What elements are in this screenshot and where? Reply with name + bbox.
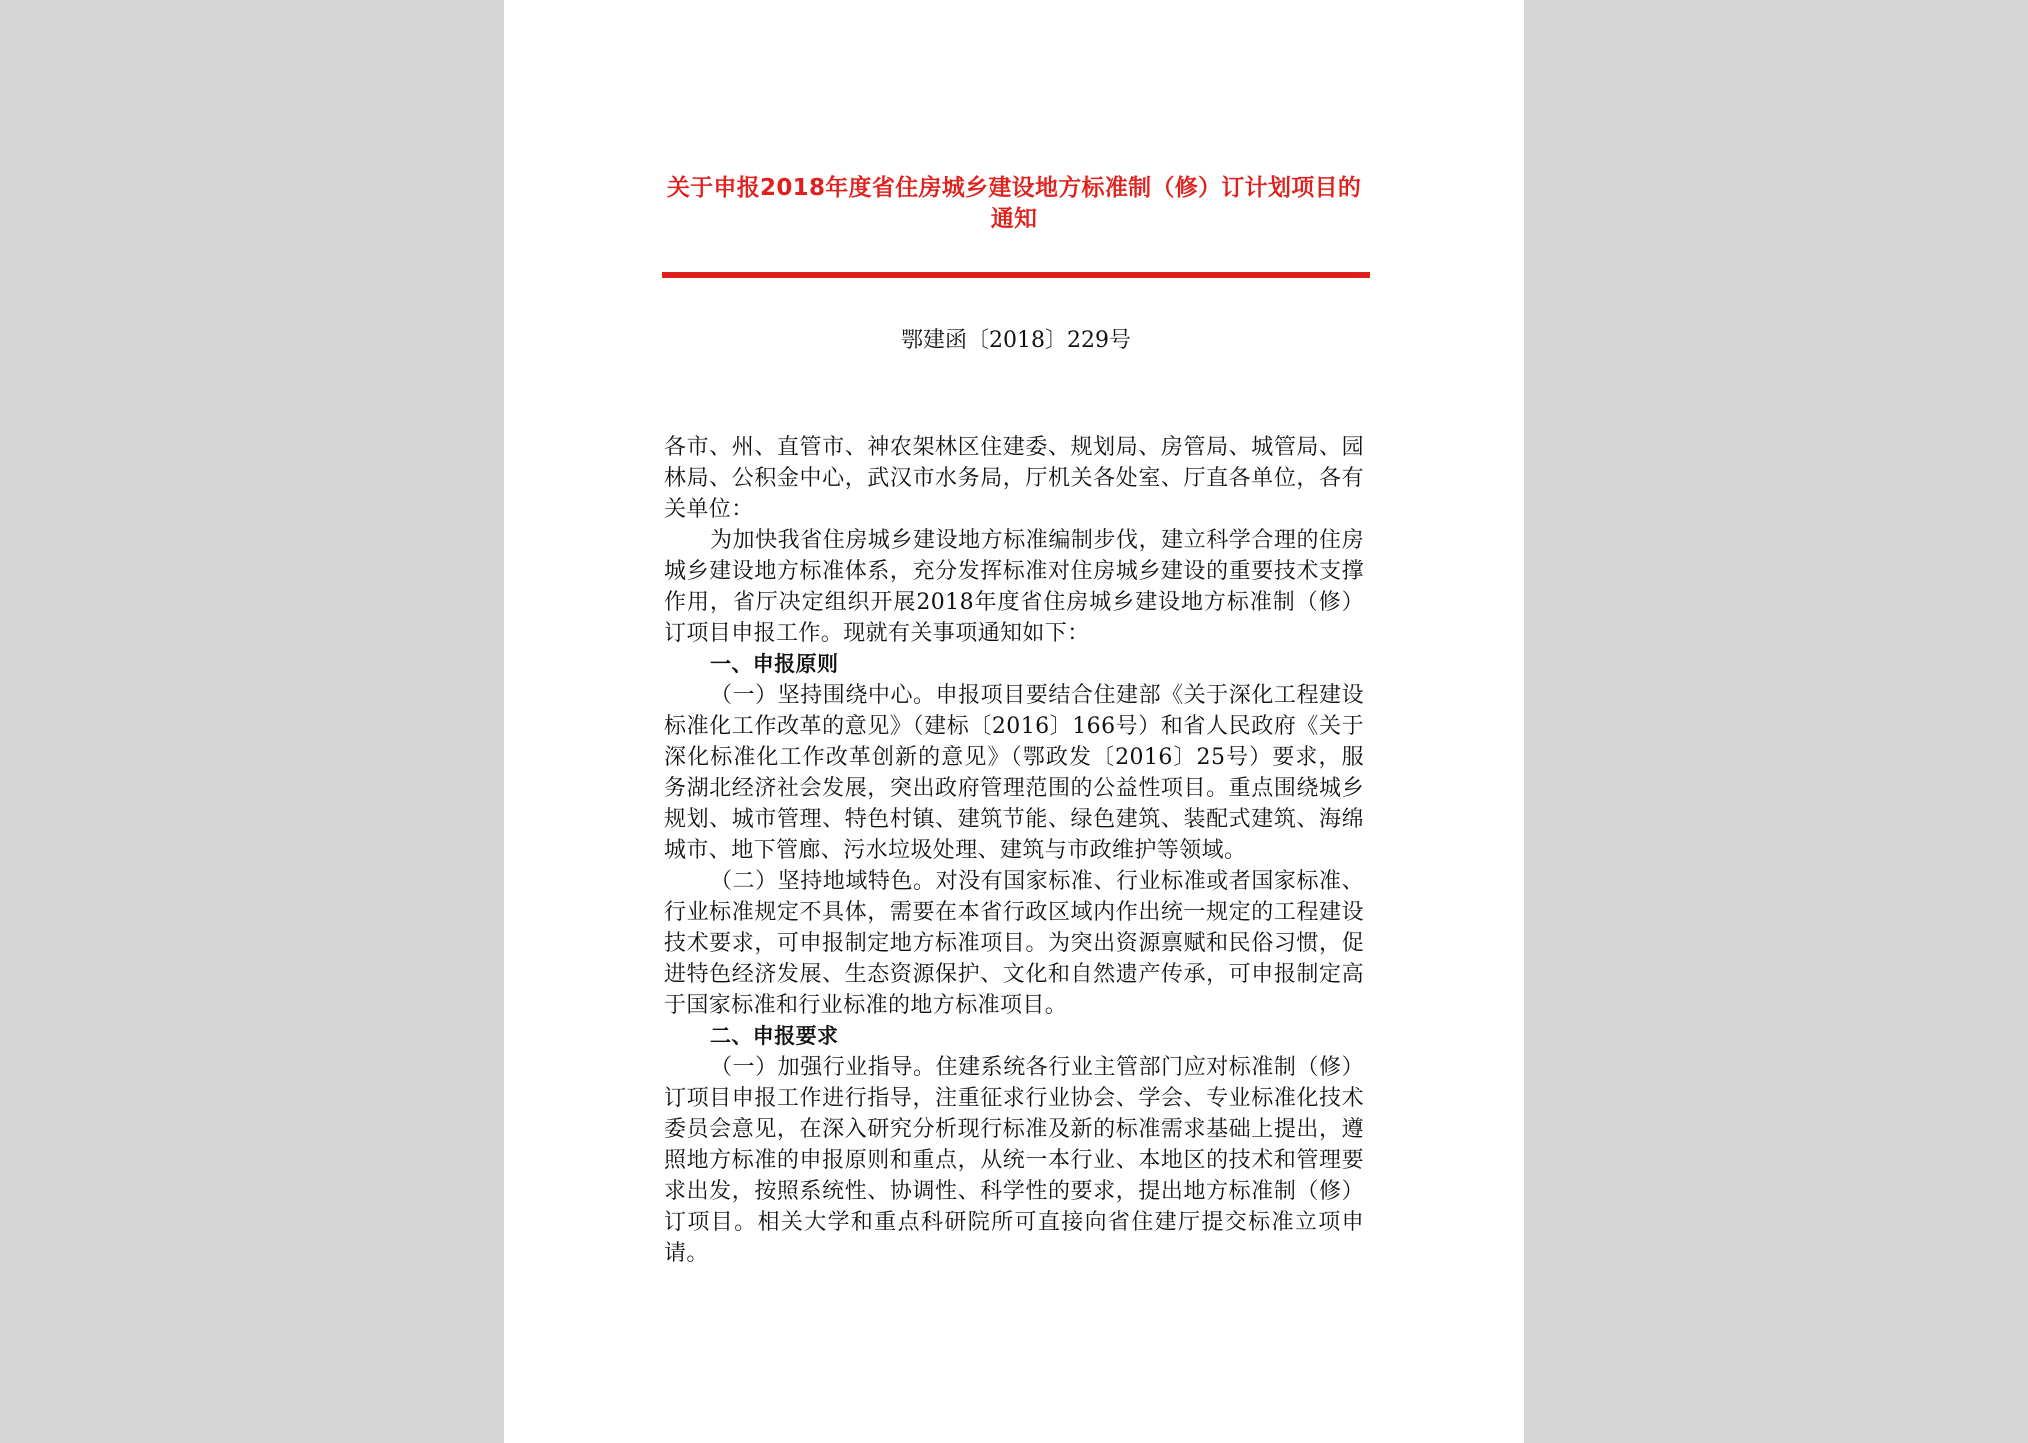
document-number: 鄂建函〔2018〕229号 xyxy=(901,328,1131,353)
document-body xyxy=(664,432,1364,1269)
section2-item1-paragraph: （一）加强行业指导。住建系统各行业主管部门应对标准制（修）订项目申报工作进行指导，注重征求行业协会、学会、专业标准化技术委员会意见，在深入研究分析现行标准及新的标准需求基础上提出，遵照地方标准的申报原则和重点，从统一本行业、本地区的技术和管理要求出发，按照系统性、协调性、科学性的要求，提出地方标准制（修）订项目。相关大学和重点科研院所可直接向省住建厅提交标准立项申请。 xyxy=(664,1055,1364,1266)
section1-item1-paragraph: （一）坚持围绕中心。申报项目要结合住建部《关于深化工程建设标准化工作改革的意见》（建标〔2016〕166号）和省人民政府《关于深化标准化工作改革创新的意见》（鄂政发〔2016〕25号）要求，服务湖北经济社会发展，突出政府管理范围的公益性项目。重点围绕城乡规划、城市管理、特色村镇、建筑节能、绿色建筑、装配式建筑、海绵城市、地下管廊、污水垃圾处理、建筑与市政维护等领域。 xyxy=(664,683,1364,863)
section1-item2-paragraph: （二）坚持地域特色。对没有国家标准、行业标准或者国家标准、行业标准规定不具体，需要在本省行政区域内作出统一规定的工程建设技术要求，可申报制定地方标准项目。为突出资源禀赋和民俗习惯，促进特色经济发展、生态资源保护、文化和自然遗产传承，可申报制定高于国家标准和行业标准的地方标准项目。 xyxy=(664,869,1364,1018)
section2-heading: 二、申报要求 xyxy=(710,1024,839,1048)
section1-heading: 一、申报原则 xyxy=(710,652,839,676)
document-page xyxy=(504,0,1524,1443)
document-title: 关于申报2018年度省住房城乡建设地方标准制（修）订计划项目的通知 xyxy=(666,175,1362,232)
red-divider-rule xyxy=(662,272,1370,278)
addressees-paragraph: 各市、州、直管市、神农架林区住建委、规划局、房管局、城管局、园林局、公积金中心，武汉市水务局，厅机关各处室、厅直各单位，各有关单位： xyxy=(664,435,1364,522)
intro-paragraph: 为加快我省住房城乡建设地方标准编制步伐，建立科学合理的住房城乡建设地方标准体系，充分发挥标准对住房城乡建设的重要技术支撑作用，省厅决定组织开展2018年度省住房城乡建设地方标准制（修）订项目申报工作。现就有关事项通知如下： xyxy=(664,528,1364,646)
